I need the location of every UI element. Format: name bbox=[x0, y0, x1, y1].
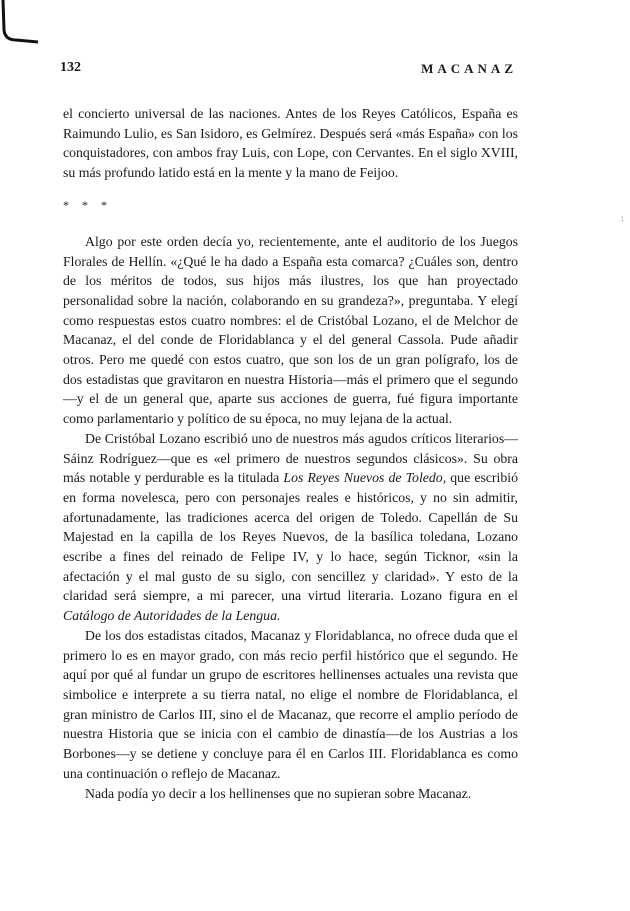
paragraph-1: el concierto universal de las naciones. Antes de los Reyes Católicos, España es Raimundo Lulio, es San Isidoro, es Gelmírez. Después será «más España» con los conquistadores, con ambos fray Luis, con Lope, con Cervantes. En el siglo XVIII, su más profundo latido está en la mente y la mano de Feijoo. bbox=[63, 106, 518, 181]
paragraph-2: Algo por este orden decía yo, recientemente, ante el auditorio de los Juegos Florales de Hellín. «¿Qué le ha dado a España esta comarca? ¿Cuáles son, dentro de los méritos de todos, sus hijos más ilustres, los que han proyectado personalidad sobre la nación, colaborando en su grandeza?», preguntaba. Y elegí como respuestas estos cuatro nombres: el de Cristóbal Lozano, el de Melchor de Macanaz, el del conde de Floridablanca y el del general Cassola. Pude añadir otros. Pero me quedé con estos cuatro, que son los de un gran polígrafo, los de dos estadistas que gravitaron en nuestra Historia—más el primero que el segundo—y el de un general que, aparte sus acciones de guerra, fué figura importante como parlamentario y político de su época, no muy lejana de la actual. bbox=[63, 233, 518, 427]
page-number: 132 bbox=[60, 60, 81, 75]
paragraph-4: De los dos estadistas citados, Macanaz y Floridablanca, no ofrece duda que el primero lo es en mayor grado, con más recio perfil histórico que el segundo. He aquí por qué al fundar un grupo de escritores hellinenses actuales una revista que simbolice e interprete a su tierra natal, no elige el nombre de Floridablanca, el gran ministro de Carlos III, sino el de Macanaz, que recorre el amplio período de nuestra Historia que se inicia con el cambio de dinastía—de los Austrias a los Borbones—y se detiene y concluye para él en Carlos III. Floridablanca es como una continuación o reflejo de Macanaz. bbox=[63, 627, 518, 781]
paragraph-3-text-a: De Cristóbal Lozano escribió uno de nuestros más agudos críticos literarios—Sáinz Rodríguez—que es «el primero de nuestros segundos clásicos». Su obra más notable y perdurable es la titulada bbox=[63, 430, 518, 486]
section-separator: * * * bbox=[63, 197, 112, 212]
paragraph-5: Nada podía yo decir a los hellinenses que no supieran sobre Macanaz. bbox=[85, 785, 472, 801]
margin-speck: : bbox=[621, 213, 624, 223]
scan-edge-mark bbox=[0, 0, 40, 46]
book-title-reyes-nuevos: Los Reyes Nuevos de Toledo, bbox=[283, 470, 447, 486]
running-title: MACANAZ bbox=[421, 61, 517, 76]
page-header bbox=[60, 60, 517, 80]
body-text bbox=[63, 104, 518, 803]
paragraph-3-text-b: que escribió en forma novelesca, pero con personajes reales e históricos, y no sin admitir, afortunadamente, las tradiciones acerca del origen de Toledo. Capellán de Su Majestad en la capilla de los Reyes Nuevos, de la basílica toledana, Lozano escribe a fines del reinado de Felipe IV, y lo hace, según Ticknor, «sin la afectación y el mal gusto de su siglo, con sencillez y claridad». Y esto de la claridad será siempre, a mi parecer, una virtud literaria. Lozano figura en el bbox=[63, 470, 518, 604]
book-title-catalogo: Catálogo de Autoridades de la Lengua. bbox=[63, 608, 281, 624]
paragraph-3 bbox=[63, 429, 518, 626]
